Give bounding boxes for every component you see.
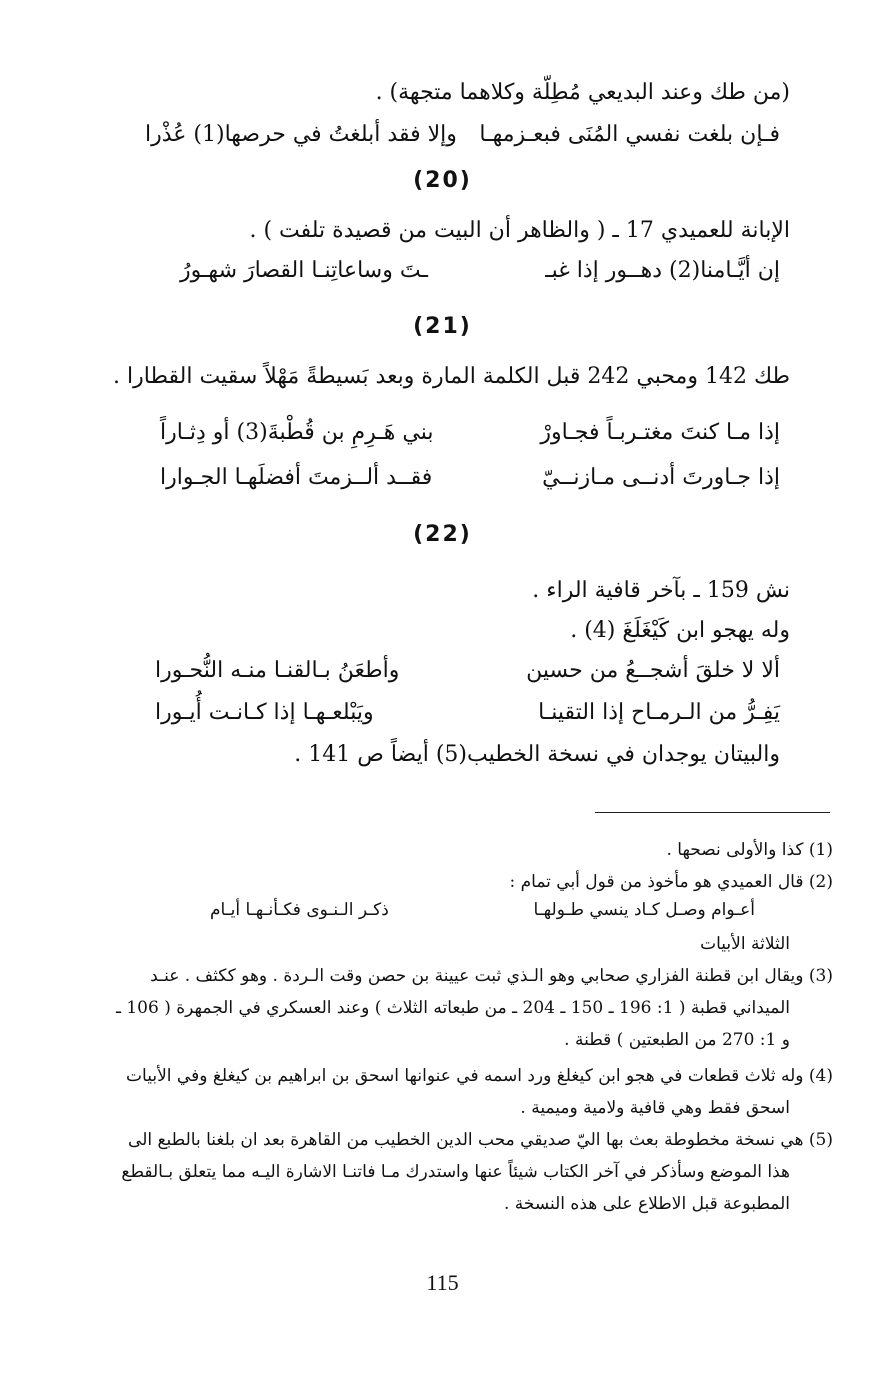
section-number-20: (20)	[413, 168, 472, 193]
footnote-3-line-2: الميداني قطبة ( 1: 196 ـ 150 ـ 204 ـ من طبعاته الثلاث ) وعند العسكري في الجمهرة ( 106 ـ	[115, 998, 790, 1018]
footnote-2-tail: الثلاثة الأبيات	[700, 934, 790, 954]
section-20-source: الإبانة للعميدي 17 ـ ( والظاهر أن البيت من قصيدة تلفت ) .	[249, 218, 790, 243]
verse-hemistich-left: وإلا فقد أبلغتُ في حرصها(1) عُذْرا	[145, 122, 457, 147]
footnote-5-line-2: هذا الموضع وسأذكر في آخر الكتاب شيئاً عنها واستدرك مـا فاتنـا الاشارة اليـه مما يتعلق بـالقطع	[121, 1162, 790, 1182]
footnote-1: (1) كذا والأولى نصحها .	[666, 840, 833, 860]
verse-hemistich-right: إذا مـا كنتَ مغتـربـاً فجـاورْ	[540, 420, 780, 445]
footnote-3-line-1: (3) ويقال ابن قطنة الفزاري صحابي وهو الـذي ثبت عيينة بن حصن وقت الـردة . وهو ككثف . عنـد	[150, 966, 833, 986]
section-22-note: والبيتان يوجدان في نسخة الخطيب(5) أيضاً ص 141 .	[294, 742, 780, 767]
verse-hemistich-left: ذكـر الـنـوى فكـأنـهـا أيـام	[210, 900, 389, 920]
verse-hemistich-right: إن أيَّـامنا(2) دهــور إذا غبـ	[545, 258, 780, 283]
section-number-22: (22)	[413, 522, 472, 547]
footnote-4-line-2: اسحق فقط وهي قافية ولامية وميمية .	[520, 1098, 790, 1118]
footnote-separator	[595, 812, 830, 813]
section-21-source: طك 142 ومحبي 242 قبل الكلمة المارة وبعد بَسيطةً مَهْلاً سقيت القطارا .	[113, 364, 790, 389]
footnote-3-line-3: و 1: 270 من الطبعتين ) قطنة .	[564, 1030, 790, 1050]
verse-hemistich-left: ويَبْلعـهـا إذا كـانـت أُيـورا	[155, 700, 374, 725]
page-number: 115	[426, 1270, 459, 1295]
section-22-source-2: وله يهجو ابن كَيْغَلَغَ (4) .	[570, 618, 790, 643]
footnote-5-line-1: (5) هي نسخة مخطوطة بعث بها اليّ صديقي محب الدين الخطيب من القاهرة بعد ان بلغنا بالطبع الى	[128, 1130, 833, 1150]
section-19-source: (من طك وعند البديعي مُطِلّة وكلاهما متجهة) .	[375, 80, 790, 105]
verse-hemistich-left: بني هَـرِمِ بن قُطْبةَ(3) أو دِثـاراً	[160, 420, 434, 445]
footnote-2: (2) قال العميدي هو مأخوذ من قول أبي تمام :	[509, 872, 833, 892]
verse-hemistich-right: يَفِـرُّ من الـرمـاح إذا التقينـا	[538, 700, 780, 725]
footnote-4-line-1: (4) وله ثلاث قطعات في هجو ابن كيغلغ ورد اسمه في عنوانها اسحق بن ابراهيم بن كيغلغ وفي الأبيات	[126, 1066, 833, 1086]
verse-hemistich-left: ـتَ وساعاتِنـا القصارَ شهـورُ	[180, 258, 428, 283]
verse-hemistich-right: إذا جـاورتَ أدنــى مـازنــيّ	[542, 465, 780, 490]
verse-hemistich-right: فـإن بلغت نفسي المُنَى فبعـزمهـا	[479, 122, 780, 147]
section-22-source-1: نش 159 ـ بآخر قافية الراء .	[532, 578, 790, 603]
verse-hemistich-right: ألا لا خلقَ أشجــعُ من حسين	[526, 658, 780, 683]
verse-hemistich-left: وأطعَنُ بـالقنـا منـه النُّحـورا	[155, 658, 400, 683]
verse-hemistich-left: فقــد ألــزمتَ أفضلَهـا الجـوارا	[160, 465, 433, 490]
footnote-5-line-3: المطبوعة قبل الاطلاع على هذه النسخة .	[503, 1194, 790, 1214]
section-number-21: (21)	[413, 314, 472, 339]
verse-hemistich-right: أعـوام وصـل كـاد ينسي طـولهـا	[533, 900, 755, 920]
